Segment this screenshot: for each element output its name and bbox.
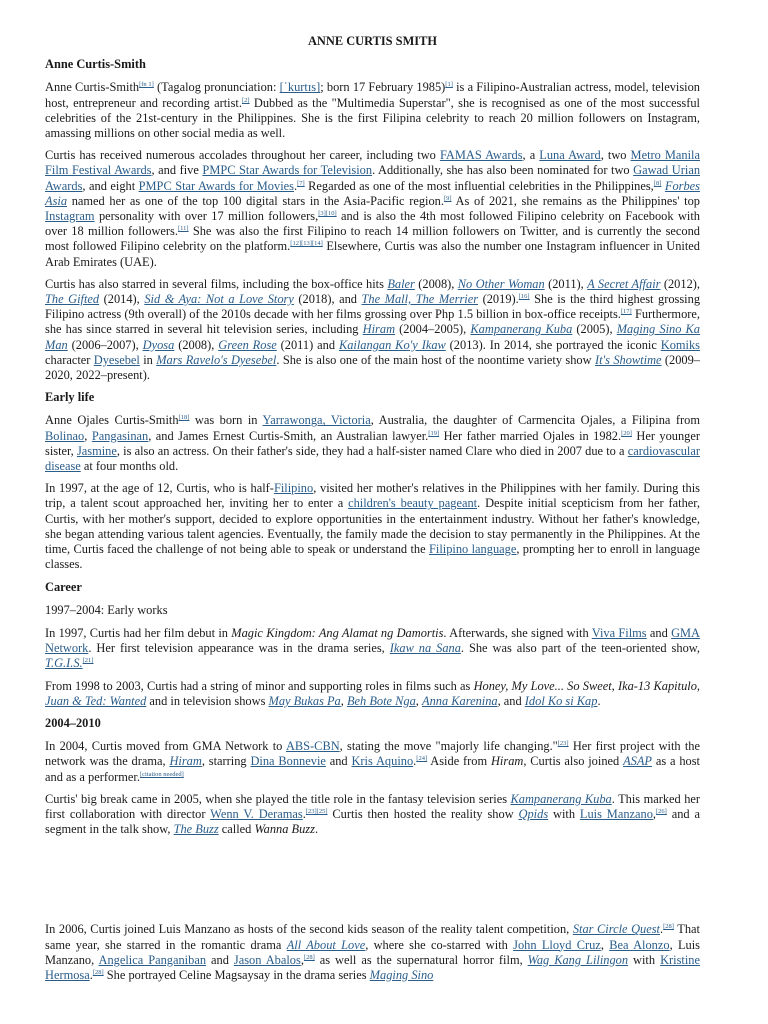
wiki-link[interactable]: Kailangan Ko'y Ikaw: [338, 337, 446, 352]
paragraph: [45, 80, 700, 141]
paragraph: [45, 922, 700, 983]
text-run: ,: [611, 678, 618, 693]
wiki-link[interactable]: cardiovascular disease: [45, 443, 700, 474]
citation-ref[interactable]: [11]: [177, 225, 189, 233]
wiki-link[interactable]: All About Love: [286, 937, 366, 952]
document-page: [45, 34, 700, 990]
text-run: In 2006, Curtis joined Luis Manzano as hosts of the second kids season of the reality talent competition,: [45, 922, 573, 937]
text-run: was born in: [189, 413, 263, 428]
paragraph: [45, 739, 700, 785]
wiki-link[interactable]: GMA Network: [45, 625, 700, 656]
wiki-link[interactable]: Bea Alonzo: [609, 937, 670, 952]
text-run: with: [548, 806, 580, 821]
wiki-link[interactable]: ASAP: [623, 754, 652, 769]
wiki-link[interactable]: Hiram: [169, 754, 202, 769]
citation-ref[interactable]: [23]: [557, 740, 569, 748]
italic-text: Honey, My Love... So Sweet: [473, 678, 612, 693]
italic-text: Magic Kingdom: Ang Alamat ng Damortis: [231, 625, 444, 640]
wiki-link[interactable]: PMPC Star Awards for Television: [202, 163, 373, 178]
citation-ref[interactable]: [28]: [303, 953, 315, 961]
text-run: ,: [652, 806, 657, 821]
citation-ref[interactable]: [19]: [428, 429, 440, 437]
text-run: . This marked her first collaboration with director: [45, 791, 701, 821]
wiki-link[interactable]: The Gifted: [45, 292, 100, 307]
wiki-link[interactable]: Kampanerang Kuba: [470, 322, 573, 337]
wiki-link[interactable]: Sid & Aya: Not a Love Story: [144, 292, 294, 307]
text-run: She is the third highest grossing Filipino actress (9th overall) of the 2010s decade with her films grossing over Php 1.5 billion in box-office receipts.: [45, 292, 701, 322]
text-run: personality with over 17 million followers,: [94, 209, 319, 224]
citation-ref[interactable]: [17]: [620, 308, 632, 316]
paragraph: [45, 481, 700, 572]
page-gap: [45, 844, 700, 922]
text-run: ,: [300, 952, 304, 967]
text-run: Curtis' big break came in 2005, when she played the title role in the fantasy television series: [45, 791, 511, 806]
text-run: .: [302, 806, 306, 821]
text-run: (2018), and: [293, 292, 362, 307]
text-run: and a segment in the talk show,: [45, 806, 700, 837]
wiki-link[interactable]: Jasmine: [76, 443, 117, 458]
text-run: . Afterwards, she signed with: [443, 625, 592, 640]
wiki-link[interactable]: Instagram: [45, 209, 95, 224]
wiki-link[interactable]: Komiks: [660, 337, 700, 352]
italic-text: Hiram: [490, 754, 524, 769]
text-run: Curtis then hosted the reality show: [327, 806, 519, 821]
text-run: In 1997, at the age of 12, Curtis, who is half-: [45, 481, 274, 496]
subsection-heading: 1997–2004: Early works: [45, 602, 168, 617]
wiki-link[interactable]: Metro Manila Film Festival Awards: [45, 148, 700, 178]
text-run: , is also an actress. On their father's side, they had a half-sister named Clare who died in 2007 due to a: [116, 443, 628, 458]
text-run: (2011),: [544, 276, 588, 291]
text-run: (2012),: [660, 276, 700, 291]
text-run: Dubbed as the "Multimedia Superstar", she is recognised as one of the most successful celebrities of the 21st-century in the Philippines. She is the first Filipina celebrity to reach 20 million followers on Instagram, amassing millions on other social media as well.: [45, 95, 701, 141]
wiki-link[interactable]: Kristine Hermosa: [45, 952, 700, 982]
text-run: Curtis has received numerous accolades throughout her career, including two: [45, 148, 440, 163]
wiki-link[interactable]: A Secret Affair: [587, 276, 661, 291]
wiki-link[interactable]: PMPC Star Awards for Movies: [138, 178, 294, 193]
text-run: (2019).: [478, 292, 519, 307]
wiki-link[interactable]: Idol Ko si Kap: [524, 693, 598, 708]
text-run: .: [89, 967, 93, 982]
wiki-link[interactable]: Maging Sino: [369, 967, 434, 982]
text-run: , where she co-starred with: [365, 937, 514, 952]
text-run: , and five: [151, 163, 203, 178]
text-run: As of 2021, she remains as the Philippines' top: [451, 193, 700, 208]
text-run: Her father married Ojales in 1982.: [439, 428, 622, 443]
wiki-link[interactable]: Dina Bonnevie: [250, 754, 326, 769]
section-heading: Career: [45, 579, 82, 594]
wiki-link[interactable]: Filipino language: [429, 542, 517, 557]
wiki-link[interactable]: It's Showtime: [594, 352, 662, 367]
citation-ref[interactable]: [2]: [241, 96, 250, 104]
text-run: Aside from: [427, 754, 491, 769]
text-run: as well as the supernatural horror film,: [314, 952, 528, 967]
text-run: .: [413, 754, 417, 769]
text-run: , two: [600, 148, 631, 163]
citation-ref[interactable]: [16]: [518, 293, 530, 301]
text-run: In 1997, Curtis had her film debut in: [45, 625, 232, 640]
text-run: ; born 17 February 1985): [320, 80, 446, 95]
text-run: In 2004, Curtis moved from GMA Network to: [45, 739, 286, 754]
text-run: . She was also part of the teen-oriented show,: [460, 641, 701, 656]
text-run: and is also the 4th most followed Filipino celebrity on Facebook with over 18 million followers.: [45, 209, 700, 239]
text-run: (2011) and: [276, 337, 339, 352]
wiki-link[interactable]: Baler: [387, 276, 415, 291]
wiki-link[interactable]: Wenn V. Deramas: [210, 806, 303, 821]
paragraph: [45, 277, 700, 383]
citation-ref[interactable]: [26]: [656, 807, 667, 815]
text-run: ,: [84, 428, 92, 443]
wiki-link[interactable]: Gawad Urian Awards: [45, 163, 701, 193]
text-run: called: [218, 822, 255, 837]
citation-ref[interactable]: [9]: [443, 194, 452, 202]
text-run: is a Filipino-Australian actress, model, television host, entrepreneur and recording artist.: [45, 80, 701, 110]
wiki-link[interactable]: [ˈkurtɪs]: [279, 80, 321, 95]
wiki-link[interactable]: Jason Abalos: [233, 952, 301, 967]
text-run: , stating the move "majorly life changing.": [339, 739, 558, 754]
citation-ref[interactable]: [23][25]: [305, 807, 328, 815]
text-run: Elsewhere, Curtis was also the number one Instagram influencer in United Arab Emirates (UAE).: [45, 239, 700, 269]
text-run: ,: [415, 693, 422, 708]
citation-ref[interactable]: [12][13][14]: [290, 240, 323, 248]
text-run: in: [139, 352, 157, 367]
wiki-link[interactable]: The Mall, The Merrier: [361, 292, 479, 307]
italic-text: Wanna Buzz: [254, 822, 315, 837]
wiki-link[interactable]: May Bukas Pa: [268, 693, 341, 708]
text-run: (2014),: [99, 292, 145, 307]
text-run: Anne Curtis-Smith: [45, 80, 140, 95]
text-run: (2004–2005),: [395, 322, 471, 337]
wiki-link[interactable]: Dyesebel: [93, 352, 140, 367]
wiki-link[interactable]: Kampanerang Kuba: [510, 791, 612, 806]
citation-ref[interactable]: [fn 1]: [139, 81, 154, 89]
wiki-link[interactable]: Filipino: [273, 481, 314, 496]
text-run: Anne Ojales Curtis-Smith: [45, 413, 179, 428]
paragraph: [45, 148, 700, 270]
wiki-link[interactable]: Kris Aquino: [351, 754, 414, 769]
text-run: . Her first television appearance was in the drama series,: [88, 641, 390, 656]
text-run: .: [597, 693, 601, 708]
wiki-link[interactable]: FAMAS Awards: [439, 148, 523, 163]
wiki-link[interactable]: Dyosa: [142, 337, 175, 352]
wiki-link[interactable]: John Lloyd Cruz: [513, 937, 601, 952]
text-run: (2013). In 2014, she portrayed the iconic: [445, 337, 661, 352]
text-run: Curtis has also starred in several films, including the box-office hits: [45, 276, 388, 291]
wiki-link[interactable]: Qpids: [518, 806, 549, 821]
text-run: , Curtis also joined: [523, 754, 624, 769]
citation-ref[interactable]: [citation needed]: [139, 770, 184, 778]
citation-ref[interactable]: [1]: [445, 81, 453, 89]
text-run: Furthermore, she has since starred in several hit television series, including: [45, 307, 700, 337]
citation-ref[interactable]: [21]: [82, 657, 94, 665]
text-run: Regarded as one of the most influential celebrities in the Philippines,: [304, 178, 654, 193]
text-run: and: [646, 625, 672, 640]
text-run: ,: [696, 678, 701, 693]
text-run: , visited her mother's relatives in the Philippines with her family. During this trip, a talent scout approached her, inviting her to enter a: [45, 481, 701, 511]
wiki-link[interactable]: Viva Films: [591, 625, 647, 640]
text-run: and: [206, 952, 234, 967]
citation-ref[interactable]: [3][10]: [318, 210, 337, 218]
wiki-link[interactable]: Anna Karenina: [422, 693, 498, 708]
wiki-link[interactable]: Luna Award: [539, 148, 601, 163]
wiki-link[interactable]: Forbes Asia: [45, 178, 700, 208]
text-run: (2006–2007),: [67, 337, 143, 352]
text-run: Her first project with the network was the drama,: [45, 739, 700, 769]
wiki-link[interactable]: Wag Kang Lilingon: [527, 952, 629, 967]
paragraph: [45, 792, 700, 838]
text-run: , Australia, the daughter of Carmencita Ojales, a Filipina from: [370, 413, 700, 428]
section-early-life: [45, 390, 700, 572]
text-run: , starring: [201, 754, 251, 769]
text-run: and in television shows: [146, 693, 269, 708]
wiki-link[interactable]: Juan & Ted: Wanted: [45, 693, 147, 708]
citation-ref[interactable]: [18]: [178, 414, 190, 422]
wiki-link[interactable]: No Other Woman: [457, 276, 545, 291]
text-run: , prompting her to enroll in language classes.: [45, 542, 700, 572]
text-run: . Additionally, she has also been nominated for two: [372, 163, 634, 178]
paragraph: [45, 413, 700, 474]
wiki-link[interactable]: Beh Bote Nga: [346, 693, 416, 708]
text-run: (2008),: [414, 276, 458, 291]
text-run: and: [325, 754, 352, 769]
text-run: She was also the first Filipino to reach 14 million followers on Twitter, and is currently the second most followed Filipino celebrity on the platform.: [45, 224, 700, 254]
wiki-link[interactable]: Ikaw na Sana: [389, 641, 461, 656]
wiki-link[interactable]: Mars Ravelo's Dyesebel: [156, 352, 277, 367]
citation-ref[interactable]: [8]: [653, 179, 662, 187]
section-heading: Early life: [45, 390, 95, 405]
text-run: at four months old.: [80, 459, 179, 474]
paragraph: [45, 679, 700, 709]
text-run: , and eight: [82, 178, 139, 193]
italic-text: Ika-13 Kapitulo: [617, 678, 697, 693]
text-run: . Despite initial scepticism from her father, Curtis, with her mother's support, decided to explore opportunities in the entertainment industry. Without her father's knowledge, she began attending various talent agencies. Eventually, the family made the decision to stay permanently in the Philippines. At the time, Curtis faced the challenge of not being able to speak or understand the: [45, 496, 700, 557]
citation-ref[interactable]: [20]: [621, 429, 632, 437]
paragraph: [45, 626, 700, 672]
citation-ref[interactable]: [28]: [663, 923, 674, 931]
text-run: , Luis Manzano,: [45, 937, 700, 967]
wiki-link[interactable]: Luis Manzano: [579, 806, 653, 821]
wiki-link[interactable]: Angelica Panganiban: [98, 952, 207, 967]
text-run: ,: [340, 693, 347, 708]
text-run: (2005),: [572, 322, 617, 337]
text-run: , and James Ernest Curtis-Smith, an Australian lawyer.: [148, 428, 429, 443]
wiki-link[interactable]: T.G.I.S.: [45, 656, 83, 671]
wiki-link[interactable]: ABS-CBN: [285, 739, 340, 754]
wiki-link[interactable]: Yarrawonga, Victoria: [262, 413, 371, 428]
wiki-link[interactable]: Star Circle Quest: [572, 922, 660, 937]
citation-ref[interactable]: [24]: [416, 755, 428, 763]
section-heading: Anne Curtis-Smith: [45, 57, 146, 72]
section-career: [45, 580, 700, 709]
citation-ref[interactable]: [7]: [297, 179, 305, 187]
text-run: , and: [497, 693, 525, 708]
wiki-link[interactable]: Maging Sino Ka Man: [45, 322, 701, 352]
wiki-link[interactable]: children's beauty pageant: [348, 496, 478, 511]
text-run: From 1998 to 2003, Curtis had a string of minor and supporting roles in films such as: [45, 678, 474, 693]
text-run: , a: [522, 148, 540, 163]
text-run: . She is also one of the main host of the noontime variety show: [276, 352, 595, 367]
section-2004-2010: [45, 716, 700, 983]
document-title: ANNE CURTIS SMITH: [307, 34, 437, 48]
wiki-link[interactable]: The Buzz: [173, 822, 219, 837]
wiki-link[interactable]: Hiram: [362, 322, 396, 337]
citation-ref[interactable]: [28]: [92, 968, 104, 976]
text-run: (2009–2020, 2022–present).: [45, 352, 700, 383]
text-run: She portrayed Celine Magsaysay in the drama series: [103, 967, 370, 982]
section-heading: 2004–2010: [45, 715, 101, 730]
text-run: as a host and as a performer.: [45, 754, 700, 784]
wiki-link[interactable]: Pangasinan: [91, 428, 149, 443]
wiki-link[interactable]: Bolinao: [45, 428, 85, 443]
text-run: That same year, she starred in the romantic drama: [45, 922, 700, 952]
text-run: .: [660, 922, 664, 937]
text-run: .: [314, 822, 319, 837]
text-run: .: [293, 178, 298, 193]
text-run: (2008),: [174, 337, 219, 352]
text-run: (Tagalog pronunciation:: [153, 80, 280, 95]
section-intro: [45, 57, 700, 383]
text-run: with: [628, 952, 661, 967]
text-run: named her as one of the top 100 digital stars in the Asia-Pacific region.: [67, 193, 444, 208]
text-run: Her younger sister,: [45, 428, 701, 458]
wiki-link[interactable]: Green Rose: [218, 337, 277, 352]
text-run: ,: [600, 937, 610, 952]
text-run: character: [45, 352, 94, 367]
